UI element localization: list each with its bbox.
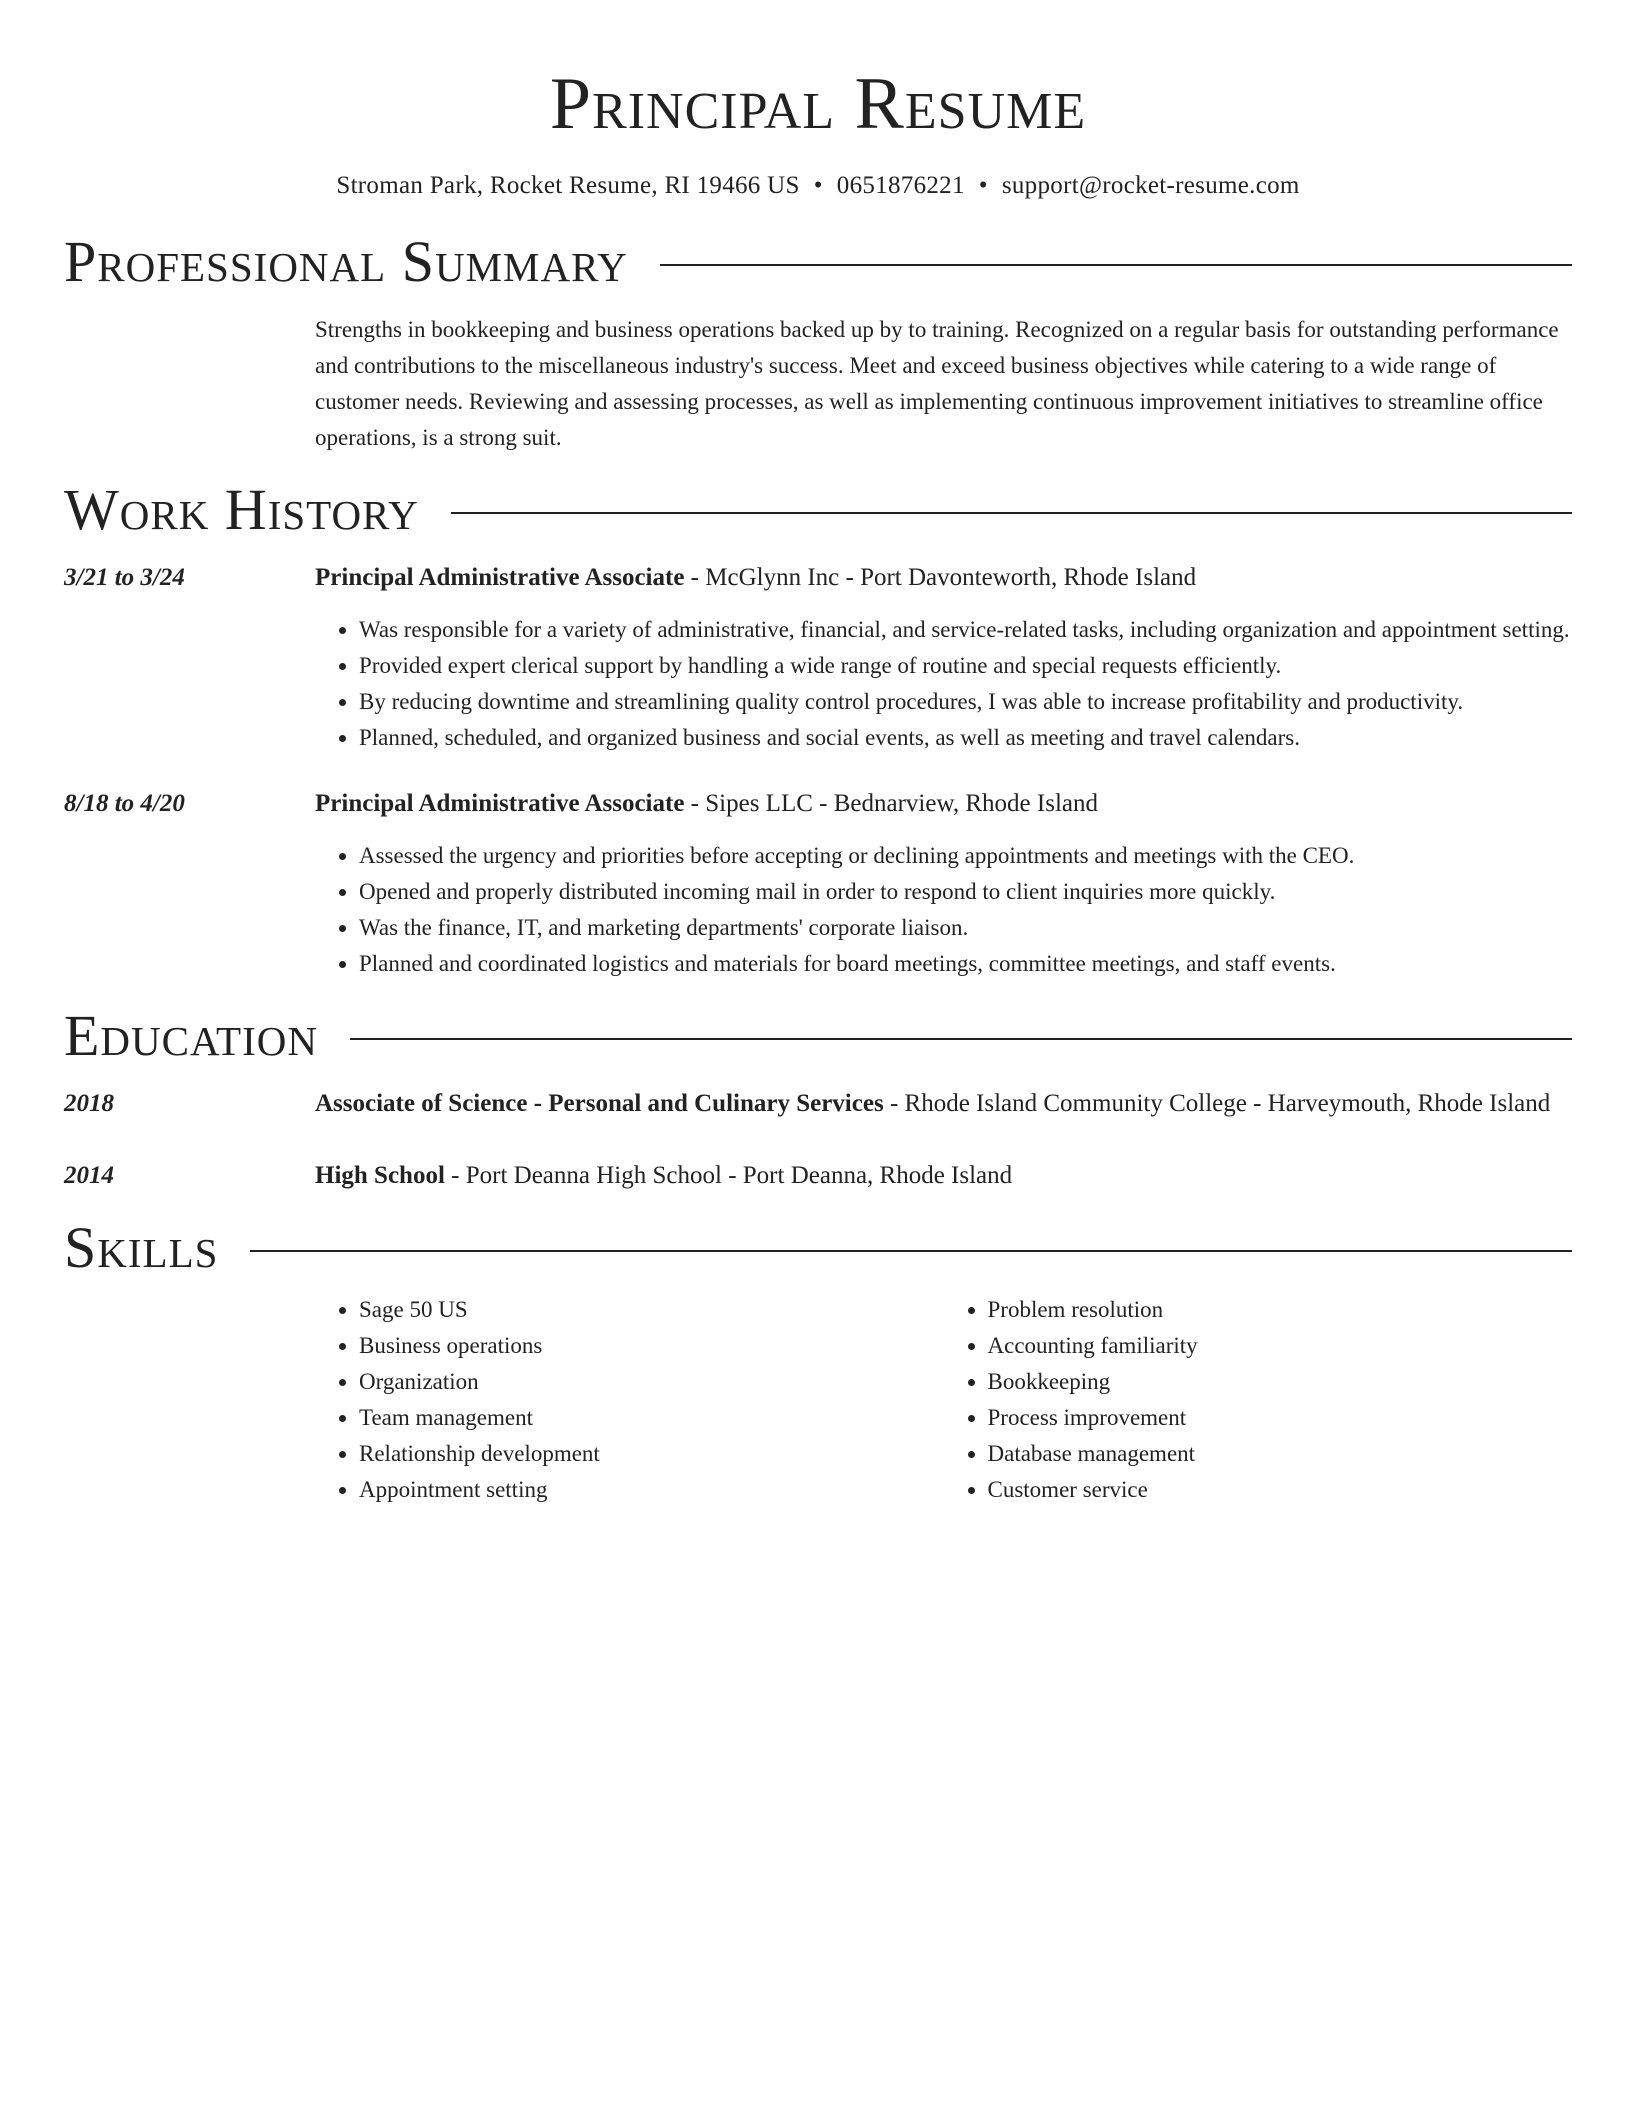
list-item: • Was responsible for a variety of administrative, financial, and service-related tasks, including organization and appointment setting. <box>359 612 1572 648</box>
skills-section-header <box>64 1216 1572 1280</box>
summary-section-header <box>64 230 1572 294</box>
list-item: • Planned, scheduled, and organized business and social events, as well as meeting and travel calendars. <box>359 720 1572 756</box>
job-entry <box>64 560 1572 756</box>
work-section-header <box>64 478 1572 542</box>
skills-columns <box>315 1280 1572 1508</box>
section-divider <box>451 512 1572 514</box>
skills-list-left <box>315 1292 944 1508</box>
skill-item: • Relationship development <box>359 1436 944 1472</box>
job-title-line <box>315 786 1572 822</box>
education-details <box>315 1086 1572 1122</box>
list-item: • Was the finance, IT, and marketing departments' corporate liaison. <box>359 910 1572 946</box>
skill-item: • Appointment setting <box>359 1472 944 1508</box>
education-section-title: Education <box>64 1003 318 1068</box>
skills-section-title: Skills <box>64 1215 219 1280</box>
education-entry <box>64 1086 1572 1122</box>
skill-item: • Sage 50 US <box>359 1292 944 1328</box>
skills-list-right <box>944 1292 1573 1508</box>
contact-address: Stroman Park, Rocket Resume, RI 19466 US <box>336 172 800 199</box>
summary-text: Strengths in bookkeeping and business operations backed up by to training. Recognized on a regular basis for outstanding performance and contributions to the miscellaneous industry's success. Meet and exceed business objectives while catering to a wide range of customer needs. Reviewing and assessing processes, as well as implementing continuous improvement initiatives to streamline office operations, is a strong suit. <box>315 317 1559 450</box>
education-school: - Rhode Island Community College - Harveymouth, Rhode Island <box>883 1090 1551 1117</box>
skill-item: • Problem resolution <box>988 1292 1573 1328</box>
contact-phone: 0651876221 <box>836 172 965 199</box>
job-dates: 8/18 to 4/20 <box>64 790 185 817</box>
job-details: - McGlynn Inc - Port Davonteworth, Rhode Island <box>684 564 1197 591</box>
skill-item: • Business operations <box>359 1328 944 1364</box>
resume-page <box>64 0 1572 1508</box>
summary-section-title: Professional Summary <box>64 229 628 294</box>
education-school: - Port Deanna High School - Port Deanna, Rhode Island <box>444 1162 1013 1189</box>
job-title-line <box>315 560 1572 596</box>
education-degree: Associate of Science - Personal and Culinary Services <box>315 1090 884 1117</box>
job-role: Principal Administrative Associate <box>315 564 685 591</box>
section-divider <box>350 1038 1572 1040</box>
contact-email: support@rocket-resume.com <box>1001 172 1300 199</box>
education-details <box>315 1158 1572 1194</box>
skill-item: • Accounting familiarity <box>988 1328 1573 1364</box>
section-divider <box>660 264 1572 266</box>
skill-item: • Process improvement <box>988 1400 1573 1436</box>
skill-item: • Customer service <box>988 1472 1573 1508</box>
job-role: Principal Administrative Associate <box>315 790 685 817</box>
skill-item: • Bookkeeping <box>988 1364 1573 1400</box>
job-details: - Sipes LLC - Bednarview, Rhode Island <box>684 790 1098 817</box>
resume-name: Principal Resume <box>549 63 1087 145</box>
education-degree: High School <box>315 1162 445 1189</box>
education-entry <box>64 1158 1572 1194</box>
job-entry <box>64 786 1572 982</box>
job-dates: 3/21 to 3/24 <box>64 564 185 591</box>
job-bullets <box>315 612 1572 756</box>
list-item: • Assessed the urgency and priorities before accepting or declining appointments and meetings with the CEO. <box>359 838 1572 874</box>
contact-separator: • <box>978 172 988 199</box>
skill-item: • Team management <box>359 1400 944 1436</box>
education-year: 2018 <box>64 1090 114 1117</box>
job-body <box>315 786 1572 982</box>
list-item: • By reducing downtime and streamlining quality control procedures, I was able to increase profitability and productivity. <box>359 684 1572 720</box>
section-divider <box>250 1250 1572 1252</box>
work-section-title: Work History <box>64 477 419 542</box>
education-year: 2014 <box>64 1162 114 1189</box>
contact-separator: • <box>813 172 823 199</box>
job-body <box>315 560 1572 756</box>
list-item: • Provided expert clerical support by handling a wide range of routine and special requests efficiently. <box>359 648 1572 684</box>
contact-line <box>64 170 1572 202</box>
skill-item: • Organization <box>359 1364 944 1400</box>
job-bullets <box>315 838 1572 982</box>
skill-item: • Database management <box>988 1436 1573 1472</box>
list-item: • Opened and properly distributed incoming mail in order to respond to client inquiries more quickly. <box>359 874 1572 910</box>
education-section-header <box>64 1004 1572 1068</box>
list-item: • Planned and coordinated logistics and materials for board meetings, committee meetings, and staff events. <box>359 946 1572 982</box>
